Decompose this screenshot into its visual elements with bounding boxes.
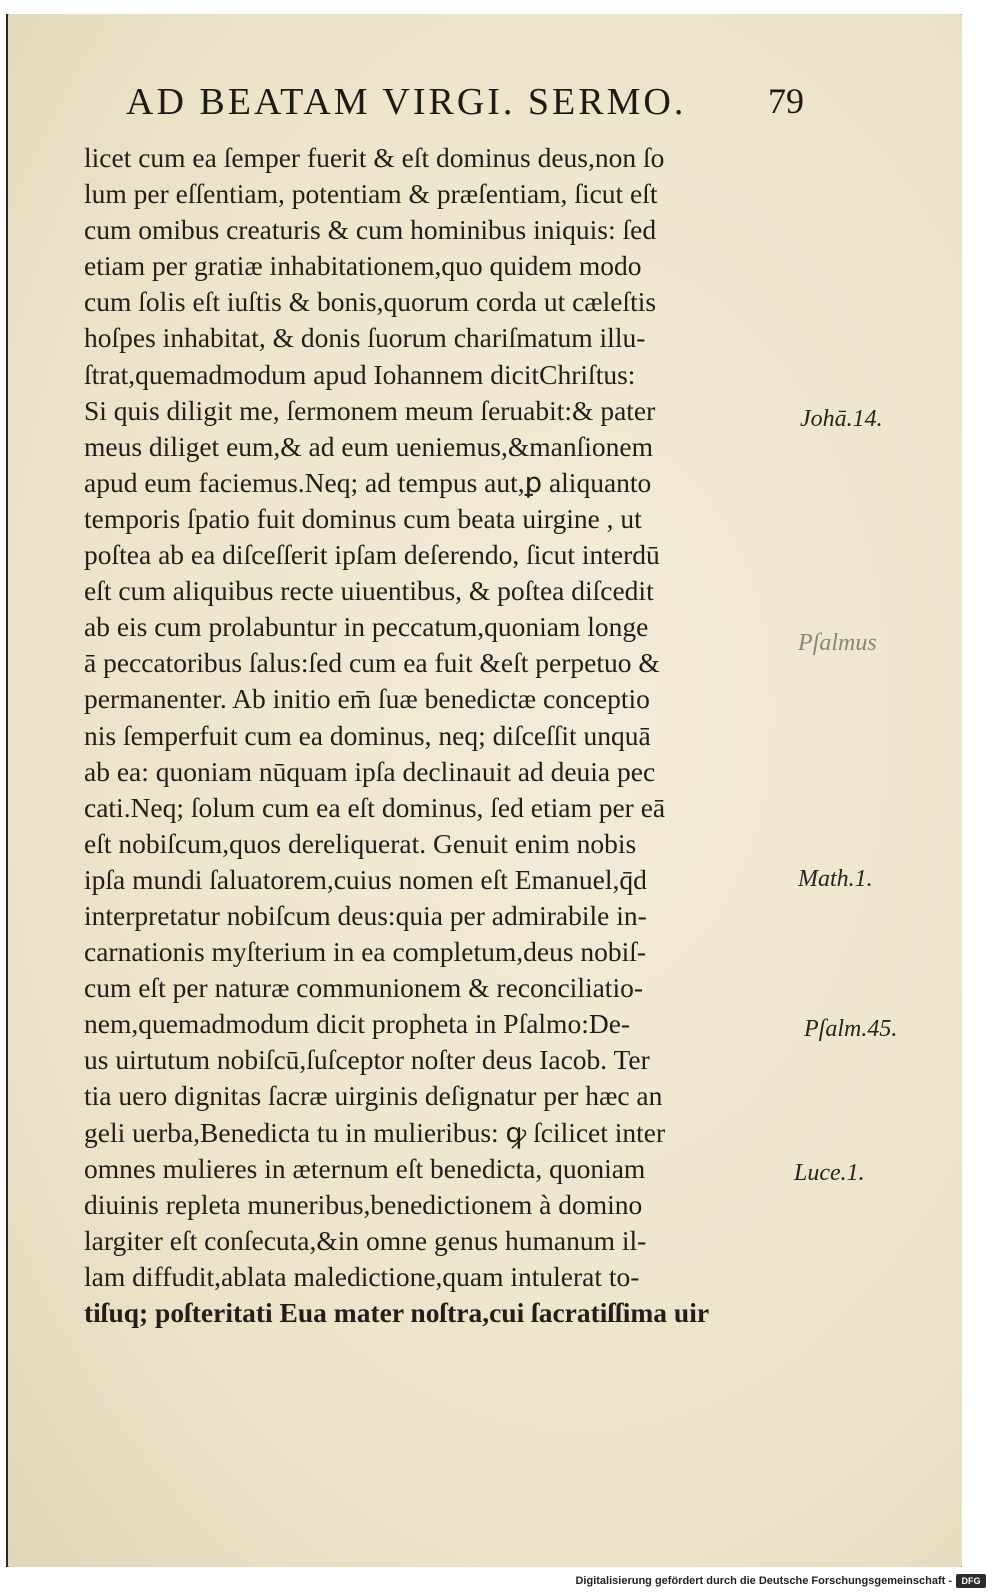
text-line: eſt cum aliquibus recte uiuentibus, & poſtea diſcedit: [84, 575, 654, 607]
text-line: ab eis cum prolabuntur in peccatum,quoniam longe: [84, 611, 649, 643]
text-line: apud eum faciemus.Neq; ad tempus aut,ꝑ aliquanto: [84, 466, 652, 498]
text-line: carnationis myſterium in ea completum,deus nobiſ-: [84, 936, 647, 968]
text-line: permanenter. Ab initio em̄ ſuæ benedictæ conceptio: [84, 683, 650, 715]
text-line: licet cum ea ſemper fuerit & eſt dominus deus,non ſo: [84, 142, 665, 173]
marginal-note-john: Johā.14.: [800, 406, 883, 432]
text-line: tiſuq; poſteritati Eua mater noſtra,cui ſacratiſſima uir: [84, 1297, 710, 1328]
marginal-note-psalm-45: Pſalm.45.: [804, 1016, 898, 1042]
text-line: ā peccatoribus ſalus:ſed cum ea fuit &eſt perpetuo &: [84, 647, 660, 679]
text-line: cum eſt per naturæ communionem & reconciliatio-: [84, 972, 643, 1004]
page-number: 79: [768, 81, 804, 121]
text-line: ſtrat,quemadmodum apud Iohannem dicitChriſtus:: [84, 358, 636, 390]
book-page: [6, 14, 962, 1567]
text-line: ab ea: quoniam nūquam ipſa declinauit ad deuia pec: [84, 755, 656, 787]
text-line: eſt nobiſcum,quos dereliquerat. Genuit enim nobis: [84, 827, 637, 859]
text-line: lum per eſſentiam, potentiam & præſentiam, ſicut eſt: [84, 178, 658, 210]
main-text-block: [84, 140, 806, 1331]
text-line: nis ſemperfuit cum ea dominus, neq; diſceſſit unquā: [84, 719, 651, 751]
text-line: nem,quemadmodum dicit propheta in Pſalmo:De-: [84, 1008, 631, 1040]
text-line: largiter eſt conſecuta,&in omne genus humanum il-: [84, 1224, 647, 1256]
text-line: omnes mulieres in æternum eſt benedicta, quoniam: [84, 1152, 646, 1184]
text-line: cum omibus creaturis & cum hominibus iniquis: ſed: [84, 214, 657, 246]
text-line: diuinis repleta muneribus,benedictionem à domino: [84, 1188, 643, 1220]
text-line: us uirtutum nobiſcū,ſuſceptor noſter deus Iacob. Ter: [84, 1044, 650, 1076]
funding-credit: Digitalisierung gefördert durch die Deutsche Forschungsgemeinschaft -: [575, 1575, 952, 1587]
text-line: lam diffudit,ablata maledictione,quam intulerat to-: [84, 1260, 640, 1292]
text-line: interpretatur nobiſcum deus:quia per admirabile in-: [84, 899, 647, 931]
text-line: cati.Neq; ſolum cum ea eſt dominus, ſed etiam per eā: [84, 791, 666, 823]
text-line: ipſa mundi ſaluatorem,cuius nomen eſt Emanuel,q̄d: [84, 863, 647, 895]
text-line: geli uerba,Benedicta tu in mulieribus: ꝙ ſcilicet inter: [84, 1116, 666, 1148]
dfg-logo: DFG: [956, 1574, 986, 1588]
text-line: tia uero dignitas ſacræ uirginis deſignatur per hæc an: [84, 1080, 663, 1112]
text-line: meus diliget eum,& ad eum ueniemus,&manſionem: [84, 430, 653, 462]
text-line: hoſpes inhabitat, & donis ſuorum chariſmatum illu-: [84, 322, 646, 354]
marginal-note-psalm: Pſalmus: [798, 630, 877, 656]
text-line: cum ſolis eſt iuſtis & bonis,quorum corda ut cæleſtis: [84, 286, 657, 318]
text-line: temporis ſpatio fuit dominus cum beata uirgine , ut: [84, 502, 642, 534]
marginal-note-matthew: Math.1.: [798, 866, 873, 892]
running-title: AD BEATAM VIRGI. SERMO.: [126, 81, 687, 123]
text-line: etiam per gratiæ inhabitationem,quo quidem modo: [84, 250, 642, 282]
marginal-note-luke: Luce.1.: [794, 1160, 865, 1186]
text-line: Si quis diligit me, ſermonem meum ſeruabit:& pater: [84, 394, 656, 426]
text-line: poſtea ab ea diſceſſerit ipſam deſerendo, ſicut interdū: [84, 539, 660, 571]
